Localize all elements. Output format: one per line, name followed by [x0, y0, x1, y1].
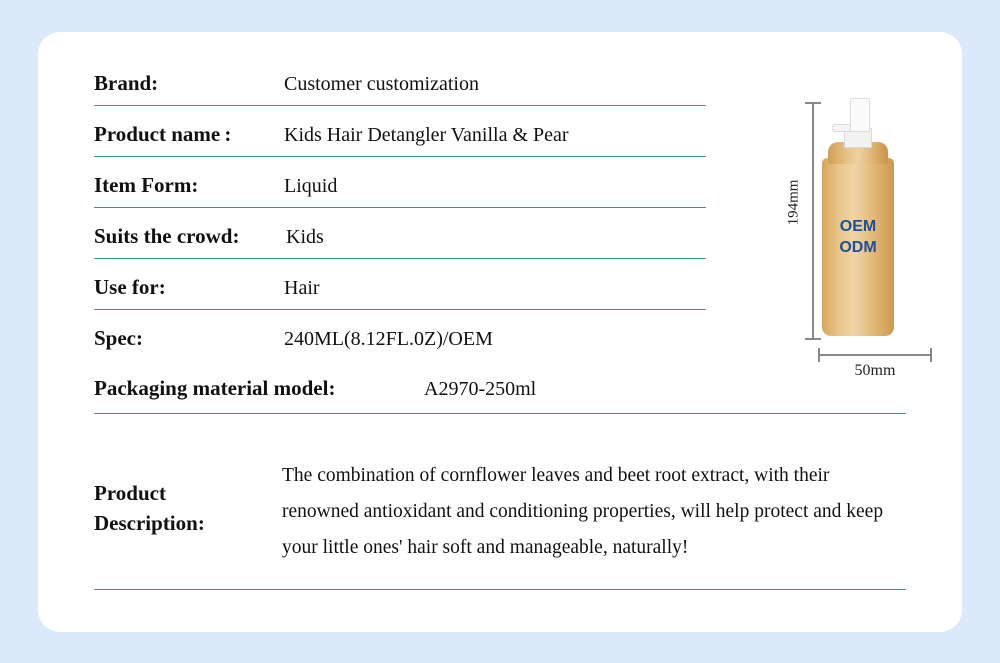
row-label-product-name: Product name :: [94, 122, 232, 146]
row-value-suits-the-crowd: Kids: [286, 226, 324, 248]
bottle-label-text: [822, 216, 894, 258]
bottle-cap: [850, 98, 870, 132]
row-value-packaging-material: A2970-250ml: [424, 378, 537, 400]
specification-table: [94, 55, 706, 361]
row-label-packaging-material: Packaging material model:: [94, 376, 336, 400]
row-label-brand: Brand:: [94, 71, 159, 95]
row-label-suits-the-crowd: Suits the crowd:: [94, 224, 240, 248]
bottle-label-line2: ODM: [839, 239, 877, 256]
table-row: [94, 208, 706, 259]
table-row: [94, 106, 706, 157]
width-dimension-marker: [818, 348, 943, 388]
product-description-label-line1: Product: [94, 481, 166, 505]
product-description-block: [94, 430, 906, 590]
bottle-label-line1: OEM: [839, 218, 877, 235]
row-value-spec: 240ML(8.12FL.0Z)/OEM: [284, 328, 493, 350]
row-value-product-name: Kids Hair Detangler Vanilla & Pear: [284, 124, 569, 146]
height-dimension-line: [812, 102, 814, 340]
width-dimension-cap-left: [818, 348, 820, 362]
row-label-spec: Spec:: [94, 326, 143, 350]
height-dimension-label: 194mm: [785, 179, 802, 226]
width-dimension-cap-right: [930, 348, 932, 362]
height-dimension-cap-top: [805, 102, 821, 104]
width-dimension-line: [818, 354, 932, 356]
row-value-item-form: Liquid: [284, 175, 338, 197]
table-row: [94, 259, 706, 310]
width-dimension-label: 50mm: [854, 362, 896, 379]
row-label-use-for: Use for:: [94, 275, 166, 299]
product-description-label: [94, 430, 282, 589]
spec-sheet-card: [38, 32, 962, 632]
row-value-brand: Customer customization: [284, 73, 479, 95]
row-label-item-form: Item Form:: [94, 173, 199, 197]
row-value-use-for: Hair: [284, 277, 320, 299]
height-dimension-marker: [782, 102, 822, 340]
spray-bottle-illustration: [822, 98, 894, 336]
product-description-label-line2: Description:: [94, 511, 205, 535]
table-row: [94, 310, 706, 361]
height-dimension-cap-bottom: [805, 338, 821, 340]
product-image-area: [710, 60, 960, 390]
product-description-text: The combination of cornflower leaves and beet root extract, with their renowned antioxidant and conditioning properties, will help protect and keep your little ones' hair soft and manageable, naturally!: [282, 465, 884, 558]
table-row: [94, 157, 706, 208]
table-row: [94, 55, 706, 106]
